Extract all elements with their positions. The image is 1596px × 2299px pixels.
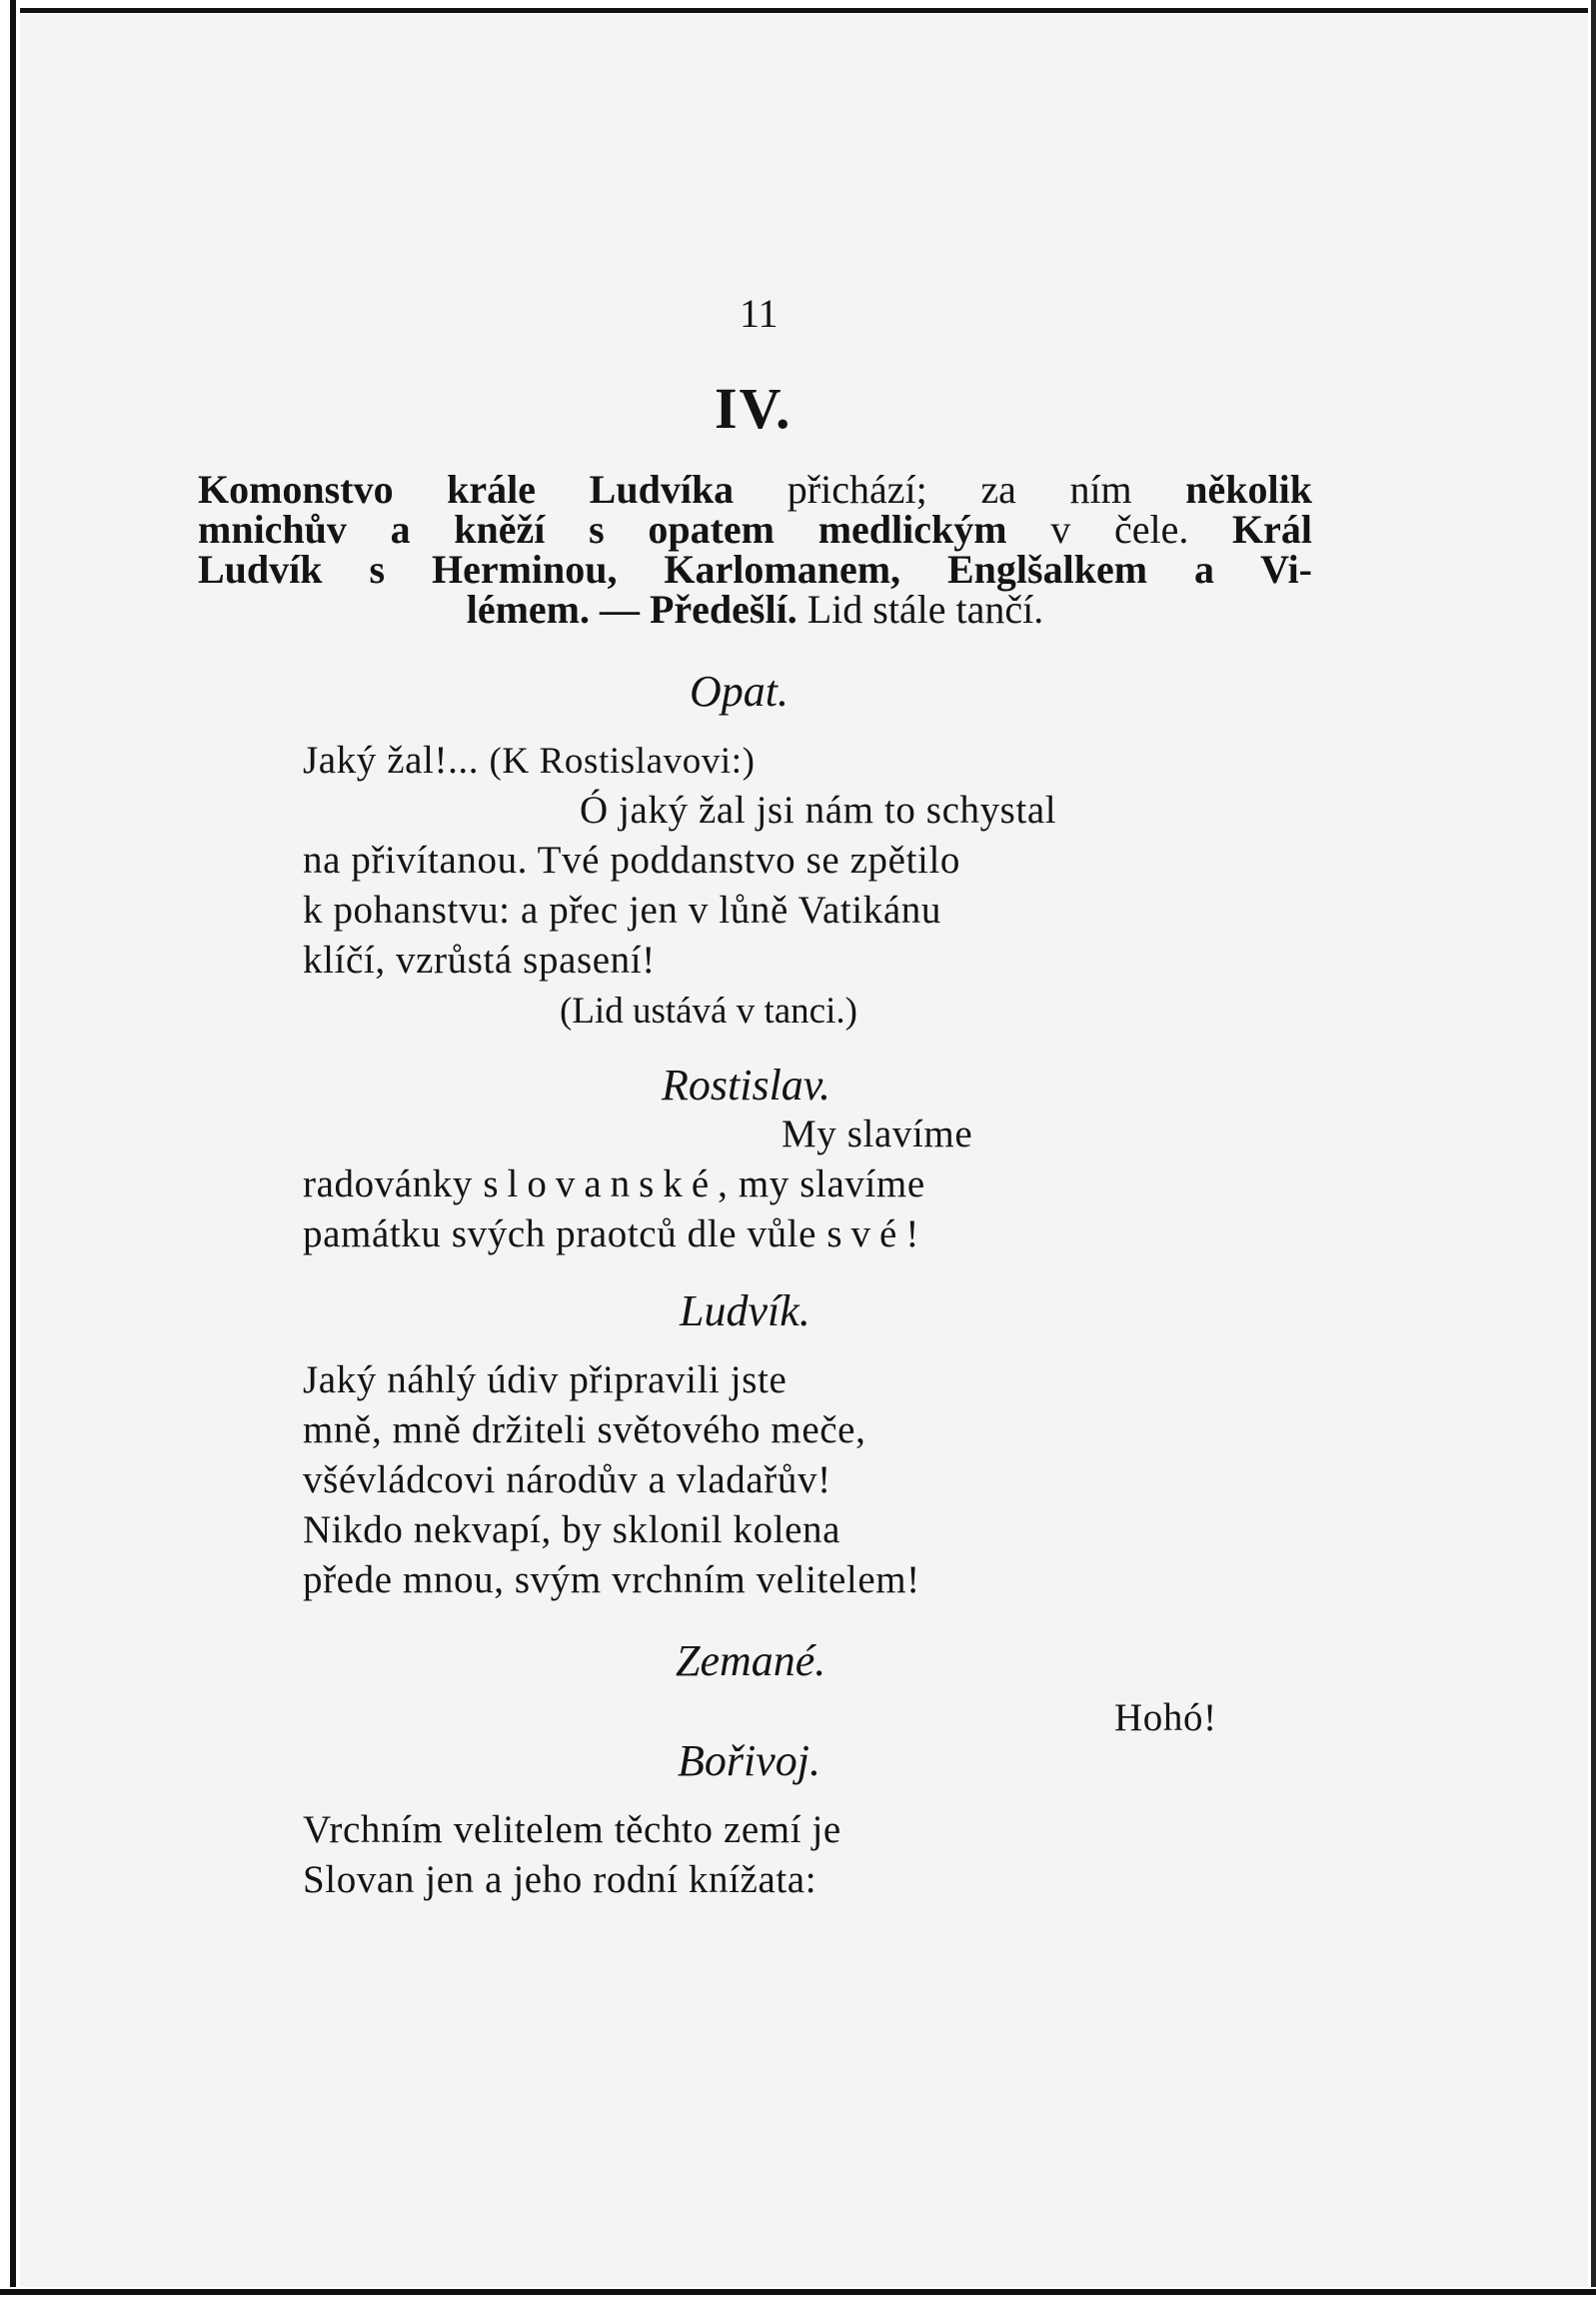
rostislav-line-1: My slavíme bbox=[782, 1113, 973, 1155]
top-page-edge bbox=[0, 0, 1596, 14]
right-page-edge bbox=[1588, 0, 1596, 2299]
stage-line-2 bbox=[198, 507, 1312, 552]
stage-text: přichází; za ním bbox=[734, 467, 1186, 512]
stage-text: v čele. bbox=[1006, 507, 1233, 552]
opat-line-3: na přivítanou. Tvé poddanstvo se zpětilo bbox=[303, 839, 960, 882]
rostislav-line-3 bbox=[303, 1211, 919, 1256]
rostislav-line-2 bbox=[303, 1161, 925, 1206]
left-binding-edge bbox=[0, 0, 20, 2299]
ludvik-line-3: všévládcovi národův a vladařův! bbox=[303, 1458, 831, 1501]
opat-line-1 bbox=[303, 738, 756, 783]
stage-line-1 bbox=[198, 467, 1312, 512]
ludvik-line-2: mně, mně držiteli světového meče, bbox=[303, 1408, 866, 1451]
stage-text: mnichův a kněží s opatem medlickým bbox=[198, 507, 1007, 552]
stage-line-4 bbox=[198, 587, 1312, 632]
speaker-zemane: Zemané. bbox=[676, 1636, 826, 1685]
opat-stage-direction: (Lid ustává v tanci.) bbox=[560, 991, 857, 1032]
ludvik-line-5: přede mnou, svým vrchním velitelem! bbox=[303, 1558, 920, 1601]
dialogue-text: ! bbox=[905, 1212, 919, 1255]
emphasized-text: své bbox=[826, 1212, 906, 1255]
ludvik-line-1: Jaký náhlý údiv připravili jste bbox=[303, 1358, 788, 1401]
stage-text: několik bbox=[1185, 467, 1312, 512]
dialogue-text: Jaký žal!... bbox=[303, 739, 490, 782]
borivoj-line-1: Vrchním velitelem těchto zemí je bbox=[303, 1808, 841, 1851]
dialogue-text: památku svých praotců dle vůle bbox=[303, 1212, 827, 1255]
stage-text: Král bbox=[1232, 507, 1312, 552]
stage-text: lémem. — Předešlí. bbox=[466, 587, 798, 632]
speaker-opat: Opat. bbox=[690, 667, 789, 716]
speaker-ludvik: Ludvík. bbox=[680, 1286, 810, 1335]
borivoj-line-2: Slovan jen a jeho rodní knížata: bbox=[303, 1858, 817, 1901]
speaker-borivoj: Bořivoj. bbox=[678, 1736, 820, 1785]
opat-line-5: klíčí, vzrůstá spasení! bbox=[303, 939, 656, 982]
stage-text: Lid stále tančí. bbox=[797, 587, 1044, 632]
zemane-line: Hohó! bbox=[1114, 1696, 1217, 1739]
page-number: 11 bbox=[740, 291, 779, 336]
stage-line-3: Ludvík s Herminou, Karlomanem, Englšalkem a Vi- bbox=[198, 547, 1312, 592]
stage-direction bbox=[198, 467, 1312, 632]
bottom-page-edge bbox=[0, 2287, 1596, 2299]
opat-line-4: k pohanstvu: a přec jen v lůně Vatikánu bbox=[303, 889, 941, 932]
opat-line-2: Ó jaký žal jsi nám to schystal bbox=[580, 789, 1057, 832]
emphasized-text: slovanské bbox=[483, 1162, 719, 1205]
chapter-heading: IV. bbox=[715, 376, 793, 441]
speaker-rostislav: Rostislav. bbox=[662, 1061, 831, 1110]
stage-text: Komonstvo krále Ludvíka bbox=[198, 467, 735, 512]
ludvik-line-4: Nikdo nekvapí, by sklonil kolena bbox=[303, 1508, 841, 1551]
dialogue-text: radovánky bbox=[303, 1162, 484, 1205]
aside-direction: (K Rostislavovi:) bbox=[489, 741, 756, 782]
dialogue-text: , my slavíme bbox=[718, 1162, 925, 1205]
